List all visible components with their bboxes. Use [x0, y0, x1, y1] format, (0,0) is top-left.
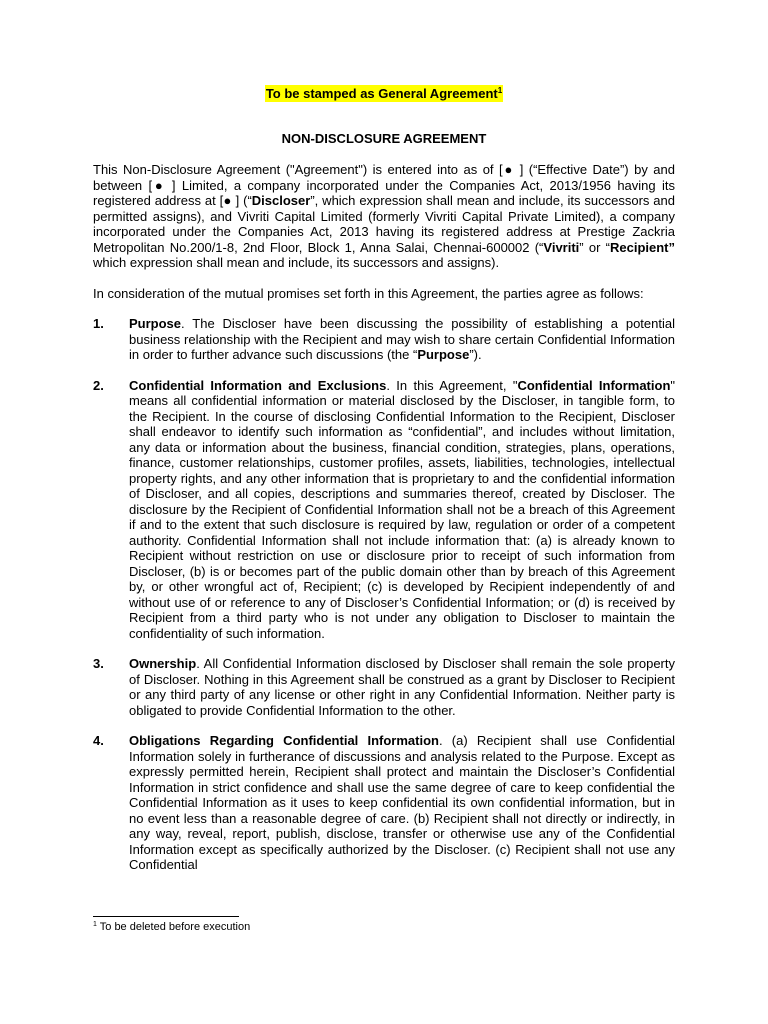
intro-text: ”, which expression shall mean and include, its successors and permitted assigns), and Vivriti Capital Limited (formerly Vivriti Capital Private Limited), a company incorporated under the Companies Act, 2013 having its registered address at Prestige Zackria Metropolitan No.200/1-8, 2nd Floor, Block 1, Anna Salai, Chennai-600002 (“	[93, 193, 675, 255]
defined-term-purpose: Purpose	[417, 347, 470, 362]
clause-text: . The Discloser have been discussing the possibility of establishing a potential business relationship with the Recipient and may wish to share certain Confidential Information in order to further advance such discussions (the “	[129, 316, 675, 362]
clause-heading: Confidential Information and Exclusions	[129, 377, 387, 393]
placeholder-bullet-icon: ●	[502, 162, 515, 177]
intro-text: ” or “	[579, 239, 610, 255]
defined-term-vivriti: Vivriti	[543, 239, 580, 255]
clause-text: . (a) Recipient shall use Confidential Information solely in furtherance of discussions and analysis related to the Purpose. Except as expressly permitted herein, Recipient shall protect and maintain the Discloser’s Confidential Information in strict confidence and shall use the same degree of care to keep confidential the Confidential Information as it uses to keep confidential its own confidential information, but in no event less than a reasonable degree of care. (b) Recipient shall not directly or indirectly, in any way, reveal, report, publish, disclose, transfer or otherwise use any of the Confidential Information except as specifically authorized by the Discloser. (c) Recipient shall not use any Confidential	[129, 733, 676, 872]
clause-text: ”).	[469, 347, 482, 362]
footnote	[93, 920, 250, 934]
clause-heading: Purpose	[129, 316, 182, 331]
document-body	[93, 162, 675, 888]
clause-confidential-information	[93, 378, 675, 642]
intro-paragraph	[93, 162, 675, 271]
intro-text: ] (“Effective Date”) by and between [	[93, 162, 675, 193]
clause-text: . In this Agreement, "	[386, 377, 518, 393]
clause-number: 4.	[93, 733, 104, 748]
clause-number: 3.	[93, 656, 104, 671]
clause-heading: Obligations Regarding Confidential Information	[129, 733, 439, 748]
footnote-divider	[93, 916, 239, 917]
intro-text: which expression shall mean and include, its successors and assigns).	[93, 255, 500, 270]
placeholder-bullet-icon: ●	[223, 193, 232, 208]
placeholder-bullet-icon: ●	[152, 177, 166, 193]
clause-obligations	[93, 733, 675, 873]
footnote-number: 1	[93, 921, 97, 928]
clause-number: 1.	[93, 316, 104, 331]
footnote-reference: 1	[497, 86, 503, 95]
stamp-note-text: To be stamped as General Agreement	[265, 86, 498, 101]
defined-term-recipient: Recipient”	[609, 239, 675, 255]
intro-text: ] Limited, a company incorporated under the Companies Act, 2013/1956 having its registered address at [	[93, 177, 676, 208]
defined-term-discloser: Discloser	[251, 193, 311, 208]
document-title: NON-DISCLOSURE AGREEMENT	[281, 131, 487, 146]
clause-text: . All Confidential Information disclosed by Discloser shall remain the sole property of Discloser. Nothing in this Agreement shall be construed as a grant by Discloser to Recipient or any third party of any license or other right in any Confidential Information. Neither party is obligated to provide Confidential Information to the other.	[129, 656, 675, 718]
stamp-note	[0, 86, 768, 102]
stamp-note-highlight	[265, 85, 503, 102]
footnote-text: To be deleted before execution	[99, 921, 251, 933]
intro-text: ] (“	[231, 193, 252, 208]
clause-text: " means all confidential information or material disclosed by the Discloser, in tangible form, to the Recipient. In the course of disclosing Confidential Information to the Recipient, Discloser shall endeavor to identify such information as “confidential”, and includes without limitation, any data or information about the business, financial condition, strategies, plans, operations, finance, customer relationships, customer profiles, assets, liabilities, technologies, intellectual property rights, and any other information that is proprietary to and the confidential information of Discloser, and all copies, descriptions and summaries thereof, created by Discloser. The disclosure by the Recipient of Confidential Information shall not be a breach of this Agreement if and to the extent that such disclosure is required by law, regulation or order of a competent authority. Confidential Information shall not include information that: (a) is already known to Recipient without restriction on use or disclosure prior to receipt of such information from Discloser, (b) is or becomes part of the public domain other than by breach of this Agreement by, or other wrongful act of, Recipient; (c) is developed by Recipient independently of and without use of or reference to any of Discloser’s Confidential Information; or (d) is received by Recipient from a third party who is not under any obligation to Discloser to maintain the confidentiality of such information.	[129, 377, 676, 641]
clause-number: 2.	[93, 377, 104, 393]
defined-term-confidential-information: Confidential Information	[517, 377, 671, 393]
consideration-paragraph: In consideration of the mutual promises set forth in this Agreement, the parties agree as follows:	[93, 285, 644, 301]
clause-purpose	[93, 316, 675, 363]
clause-ownership	[93, 656, 675, 718]
intro-text: This Non-Disclosure Agreement ("Agreement") is entered into as of [	[93, 162, 503, 177]
clause-heading: Ownership	[129, 656, 197, 671]
